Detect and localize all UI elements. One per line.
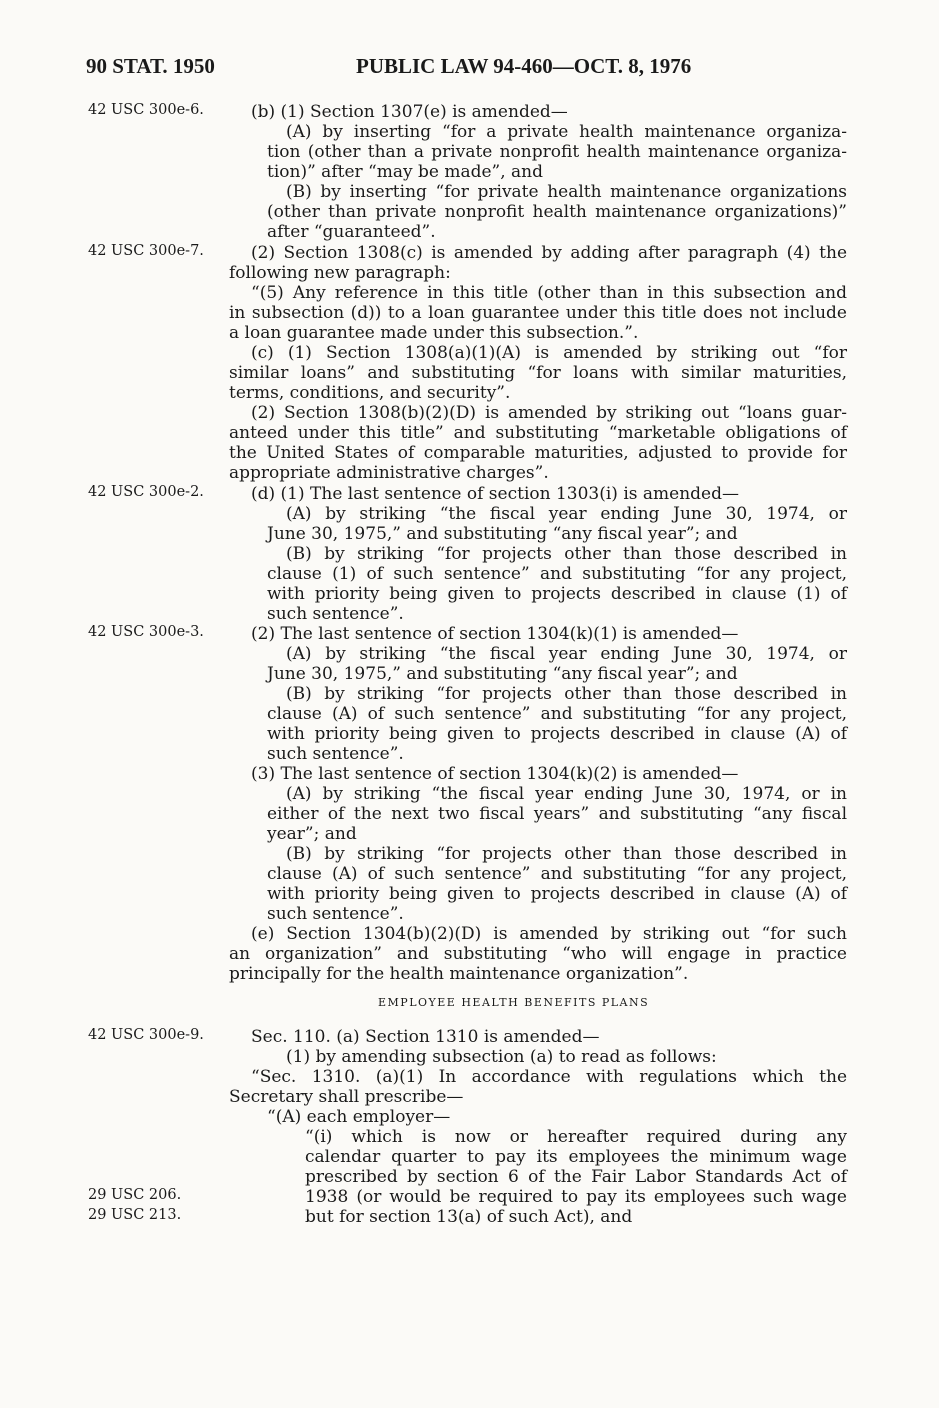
text-line: but for section 13(a) of such Act), and [305, 1207, 633, 1227]
text-line: (A) by striking “the fiscal year ending June 30, 1974, or [286, 504, 847, 524]
text-line: (B) by striking “for projects other than those described in [286, 544, 847, 564]
text-line: June 30, 1975,” and substituting “any fiscal year”; and [267, 524, 738, 544]
text-line: clause (1) of such sentence” and substituting “for any project, [267, 564, 847, 584]
text-line: the United States of comparable maturities, adjusted to provide for [229, 443, 847, 463]
text-line: calendar quarter to pay its employees the minimum wage [305, 1147, 847, 1167]
text-line: (d) (1) The last sentence of section 1303(i) is amended— [251, 484, 739, 504]
text-line: Sec. 110. (a) Section 1310 is amended— [251, 1027, 600, 1047]
text-line: 1938 (or would be required to pay its employees such wage [305, 1187, 847, 1207]
text-line: (other than private nonprofit health maintenance organizations)” [267, 202, 847, 222]
margin-note: 42 USC 300e-3. [88, 624, 204, 640]
text-line: “(5) Any reference in this title (other than in this subsection and [251, 283, 847, 303]
text-line: such sentence”. [267, 604, 404, 624]
margin-note: 29 USC 213. [88, 1207, 182, 1223]
text-line: June 30, 1975,” and substituting “any fiscal year”; and [267, 664, 738, 684]
text-line: similar loans” and substituting “for loans with similar maturities, [229, 363, 847, 383]
text-line: with priority being given to projects described in clause (A) of [267, 884, 847, 904]
text-line: clause (A) of such sentence” and substituting “for any project, [267, 864, 847, 884]
text-line: terms, conditions, and security”. [229, 383, 511, 403]
text-line: after “guaranteed”. [267, 222, 436, 242]
text-line: with priority being given to projects described in clause (1) of [267, 584, 847, 604]
page-header-title: PUBLIC LAW 94-460—OCT. 8, 1976 [356, 54, 692, 78]
margin-note: 42 USC 300e-2. [88, 484, 204, 500]
margin-note: 42 USC 300e-9. [88, 1027, 204, 1043]
text-line: (A) by inserting “for a private health maintenance organiza- [286, 122, 847, 142]
text-line: (c) (1) Section 1308(a)(1)(A) is amended by striking out “for [251, 343, 847, 363]
text-line: Secretary shall prescribe— [229, 1087, 464, 1107]
text-line: with priority being given to projects described in clause (A) of [267, 724, 847, 744]
text-line: (e) Section 1304(b)(2)(D) is amended by striking out “for such [251, 924, 847, 944]
text-line: an organization” and substituting “who will engage in practice [229, 944, 847, 964]
text-line: following new paragraph: [229, 263, 451, 283]
text-line: either of the next two fiscal years” and substituting “any fiscal [267, 804, 847, 824]
text-line: (b) (1) Section 1307(e) is amended— [251, 102, 568, 122]
text-line: (1) by amending subsection (a) to read as follows: [286, 1047, 717, 1067]
text-line: in subsection (d)) to a loan guarantee under this title does not include [229, 303, 847, 323]
text-line: (B) by striking “for projects other than those described in [286, 844, 847, 864]
text-line: prescribed by section 6 of the Fair Labor Standards Act of [305, 1167, 847, 1187]
text-line: anteed under this title” and substituting “marketable obligations of [229, 423, 847, 443]
text-line: (3) The last sentence of section 1304(k)(2) is amended— [251, 764, 739, 784]
text-line: tion)” after “may be made”, and [267, 162, 543, 182]
text-line: a loan guarantee made under this subsection.”. [229, 323, 639, 343]
text-line: tion (other than a private nonprofit health maintenance organiza- [267, 142, 847, 162]
text-line: such sentence”. [267, 744, 404, 764]
margin-note: 42 USC 300e-7. [88, 243, 204, 259]
text-line: (B) by inserting “for private health maintenance organizations [286, 182, 847, 202]
text-line: (A) by striking “the fiscal year ending June 30, 1974, or [286, 644, 847, 664]
page-header-left: 90 STAT. 1950 [86, 54, 215, 78]
text-line: appropriate administrative charges”. [229, 463, 549, 483]
text-line: such sentence”. [267, 904, 404, 924]
text-line: (B) by striking “for projects other than those described in [286, 684, 847, 704]
section-heading: EMPLOYEE HEALTH BENEFITS PLANS [378, 996, 650, 1009]
text-line: (A) by striking “the fiscal year ending June 30, 1974, or in [286, 784, 847, 804]
text-line: (2) The last sentence of section 1304(k)(1) is amended— [251, 624, 739, 644]
text-line: “(i) which is now or hereafter required during any [305, 1127, 847, 1147]
text-line: “Sec. 1310. (a)(1) In accordance with regulations which the [251, 1067, 847, 1087]
text-line: year”; and [267, 824, 357, 844]
text-line: principally for the health maintenance organization”. [229, 964, 689, 984]
text-line: (2) Section 1308(b)(2)(D) is amended by striking out “loans guar- [251, 403, 847, 423]
margin-note: 29 USC 206. [88, 1187, 182, 1203]
margin-note: 42 USC 300e-6. [88, 102, 204, 118]
text-line: (2) Section 1308(c) is amended by adding after paragraph (4) the [251, 243, 847, 263]
text-line: clause (A) of such sentence” and substituting “for any project, [267, 704, 847, 724]
text-line: “(A) each employer— [267, 1107, 451, 1127]
